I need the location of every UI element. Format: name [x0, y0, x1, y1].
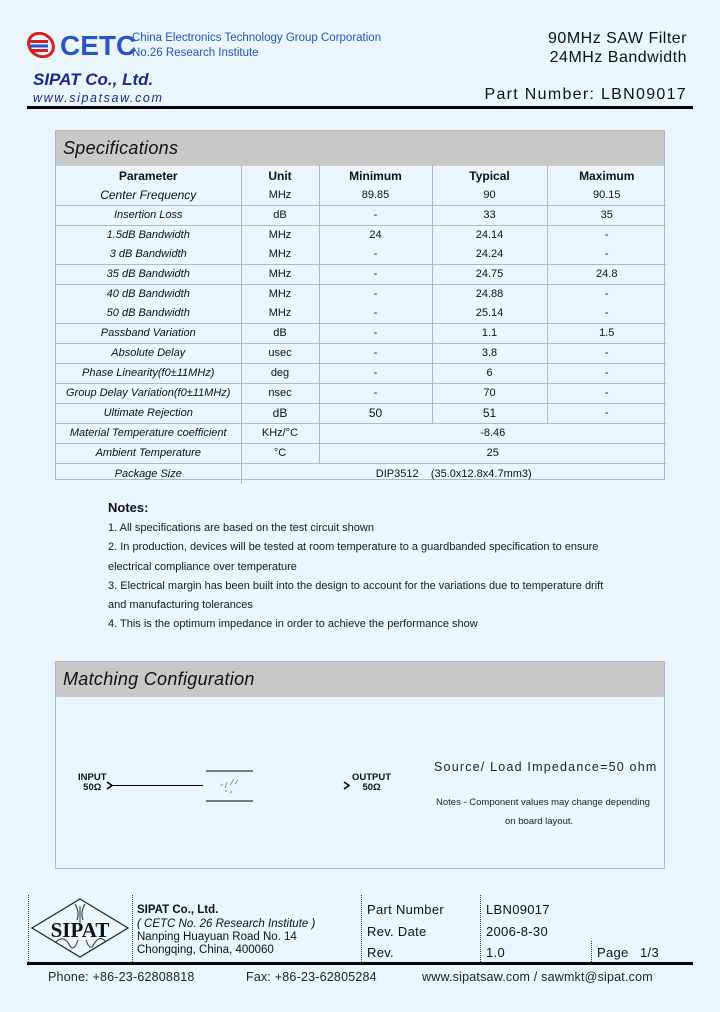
unit-cell: dB	[241, 324, 319, 344]
notes-block	[108, 500, 603, 635]
page-value: 1/3	[640, 945, 659, 960]
max-cell: -	[547, 304, 666, 324]
unit-cell: KHz/°C	[241, 424, 319, 444]
unit-cell: MHz	[241, 265, 319, 285]
output-impedance: 50Ω	[362, 782, 381, 793]
saw-filter-glyph-icon	[220, 779, 238, 793]
rev-value: 1.0	[486, 945, 505, 960]
table-row	[56, 424, 666, 444]
param-cell: Passband Variation	[56, 324, 241, 344]
min-cell: -	[319, 364, 432, 384]
param-cell: Absolute Delay	[56, 344, 241, 364]
input-port-label	[78, 773, 107, 793]
max-cell: -	[547, 344, 666, 364]
typ-cell: 24.24	[432, 245, 547, 265]
max-cell: -	[547, 285, 666, 305]
product-subtitle: 24MHz Bandwidth	[549, 49, 687, 66]
institute-name: No.26 Research Institute	[132, 47, 259, 59]
footer-divider	[591, 941, 592, 962]
param-cell: Insertion Loss	[56, 206, 241, 226]
param-cell: 35 dB Bandwidth	[56, 265, 241, 285]
output-port-label	[352, 773, 391, 793]
corporation-name: China Electronics Technology Group Corporation	[132, 32, 382, 44]
unit-cell: MHz	[241, 304, 319, 324]
input-arrow-icon	[107, 782, 112, 789]
max-cell: -	[547, 384, 666, 404]
min-cell: 24	[319, 226, 432, 246]
min-cell: -	[319, 245, 432, 265]
max-cell: 90.15	[547, 186, 666, 206]
website-link[interactable]: www.sipatsaw.com	[33, 91, 164, 105]
param-cell: Package Size	[56, 464, 241, 484]
note-line: 2. In production, devices will be tested at room temperature to a guardbanded specification to ensure	[108, 541, 599, 554]
footer-institute: ( CETC No. 26 Research Institute )	[137, 918, 316, 930]
max-cell: 24.8	[547, 265, 666, 285]
param-cell: Ambient Temperature	[56, 444, 241, 464]
note-line: 3. Electrical margin has been built into the design to account for the variations due to temperature drift	[108, 579, 604, 592]
rev-label: Rev.	[367, 945, 394, 960]
input-impedance: 50Ω	[83, 782, 102, 793]
section-title-specifications: Specifications	[56, 131, 664, 166]
column-header: Minimum	[319, 166, 432, 186]
impedance-text: Source/ Load Impedance=50 ohm	[434, 760, 658, 774]
table-row	[56, 464, 666, 484]
note-line: 1. All specifications are based on the test circuit shown	[108, 522, 374, 534]
input-label: INPUT	[78, 772, 107, 783]
notes-title: Notes:	[108, 500, 149, 515]
unit-cell: MHz	[241, 285, 319, 305]
value-cell: DIP3512 (35.0x12.8x4.7mm3)	[241, 464, 666, 484]
typ-cell: 33	[432, 206, 547, 226]
value-cell: -8.46	[319, 424, 666, 444]
matching-note: Notes - Component values may change depending	[436, 797, 650, 808]
unit-cell: MHz	[241, 226, 319, 246]
unit-cell: deg	[241, 364, 319, 384]
param-cell: Material Temperature coefficient	[56, 424, 241, 444]
note-line: 4. This is the optimum impedance in order to achieve the performance show	[108, 618, 478, 631]
table-row	[56, 324, 666, 344]
param-cell: Group Delay Variation(f0±11MHz)	[56, 384, 241, 404]
min-cell: -	[319, 206, 432, 226]
param-cell: Center Frequency	[100, 188, 197, 203]
unit-cell: MHz	[241, 186, 319, 206]
table-row	[56, 265, 666, 285]
specifications-table	[56, 166, 666, 484]
cetc-emblem-icon	[26, 32, 56, 58]
typ-cell: 24.88	[432, 285, 547, 305]
footer-company: SIPAT Co., Ltd.	[137, 904, 219, 916]
header-part-number: Part Number: LBN09017	[484, 86, 687, 103]
matching-circuit-diagram	[105, 766, 365, 806]
min-cell: 50	[319, 404, 432, 424]
unit-cell: °C	[241, 444, 319, 464]
company-name: SIPAT Co., Ltd.	[33, 70, 154, 89]
typ-cell: 70	[432, 384, 547, 404]
cetc-logo	[26, 30, 137, 62]
min-cell: -	[319, 384, 432, 404]
min-cell: -	[319, 324, 432, 344]
specifications-section	[55, 130, 665, 480]
typ-cell: 3.8	[432, 344, 547, 364]
footer-address: Chongqing, China, 400060	[137, 944, 274, 956]
typ-cell: 6	[432, 364, 547, 384]
table-row	[56, 444, 666, 464]
part-number-label: Part Number	[367, 902, 444, 917]
note-line: electrical compliance over temperature	[108, 560, 297, 573]
section-title-matching: Matching Configuration	[56, 662, 664, 697]
column-header: Unit	[241, 166, 319, 186]
unit-cell: dB	[241, 404, 319, 424]
footer-rule	[27, 962, 693, 965]
fax-number: Fax: +86-23-62805284	[246, 970, 377, 984]
param-cell: 1.5dB Bandwidth	[56, 226, 241, 246]
cetc-logo-text: CETC	[60, 30, 137, 61]
max-cell: -	[547, 226, 666, 246]
table-row	[56, 186, 666, 206]
sipat-logo	[28, 896, 132, 958]
min-cell: -	[319, 344, 432, 364]
part-number-value: LBN09017	[486, 902, 550, 917]
table-row	[56, 384, 666, 404]
page-label: Page	[597, 945, 629, 960]
max-cell: -	[547, 245, 666, 265]
typ-cell: 25.14	[432, 304, 547, 324]
table-header-row	[56, 166, 666, 186]
table-row	[56, 206, 666, 226]
min-cell: 89.85	[319, 186, 432, 206]
table-row	[56, 364, 666, 384]
table-row	[56, 245, 666, 265]
note-line: and manufacturing tolerances	[108, 599, 253, 612]
phone-number: Phone: +86-23-62808818	[48, 970, 195, 984]
typ-cell: 24.75	[432, 265, 547, 285]
min-cell: -	[319, 285, 432, 305]
max-cell: -	[547, 364, 666, 384]
param-cell: 3 dB Bandwidth	[109, 248, 187, 261]
typ-cell: 24.14	[432, 226, 547, 246]
min-cell: -	[319, 304, 432, 324]
table-row	[56, 344, 666, 364]
matching-note: on board layout.	[505, 816, 574, 827]
max-cell: 1.5	[547, 324, 666, 344]
unit-cell: MHz	[241, 245, 319, 265]
unit-cell: usec	[241, 344, 319, 364]
max-cell: 35	[547, 206, 666, 226]
footer-divider	[132, 895, 133, 962]
output-arrow-icon	[344, 782, 349, 789]
value-cell: 25	[319, 444, 666, 464]
table-row	[56, 404, 666, 424]
rev-date-value: 2006-8-30	[486, 924, 548, 939]
max-cell: -	[547, 404, 666, 424]
svg-text:SIPAT: SIPAT	[50, 918, 110, 942]
param-cell: Ultimate Rejection	[56, 404, 241, 424]
table-row	[56, 304, 666, 324]
column-header: Maximum	[547, 166, 666, 186]
table-row	[56, 285, 666, 305]
typ-cell: 51	[432, 404, 547, 424]
web-email-link[interactable]: www.sipatsaw.com / sawmkt@sipat.com	[422, 970, 653, 984]
typ-cell: 90	[432, 186, 547, 206]
footer-divider	[480, 895, 481, 962]
column-header: Typical	[432, 166, 547, 186]
product-title: 90MHz SAW Filter	[548, 30, 687, 47]
unit-cell: dB	[241, 206, 319, 226]
param-cell: 40 dB Bandwidth	[56, 285, 241, 305]
typ-cell: 1.1	[432, 324, 547, 344]
param-cell: 50 dB Bandwidth	[106, 307, 190, 320]
column-header: Parameter	[118, 168, 178, 183]
rev-date-label: Rev. Date	[367, 924, 427, 939]
footer-divider	[361, 895, 362, 962]
header-divider	[27, 106, 693, 109]
min-cell: -	[319, 265, 432, 285]
table-row	[56, 226, 666, 246]
param-cell: Phase Linearity(f0±11MHz)	[56, 364, 241, 384]
unit-cell: nsec	[241, 384, 319, 404]
output-label: OUTPUT	[352, 772, 392, 783]
footer-address: Nanping Huayuan Road No. 14	[137, 931, 297, 943]
